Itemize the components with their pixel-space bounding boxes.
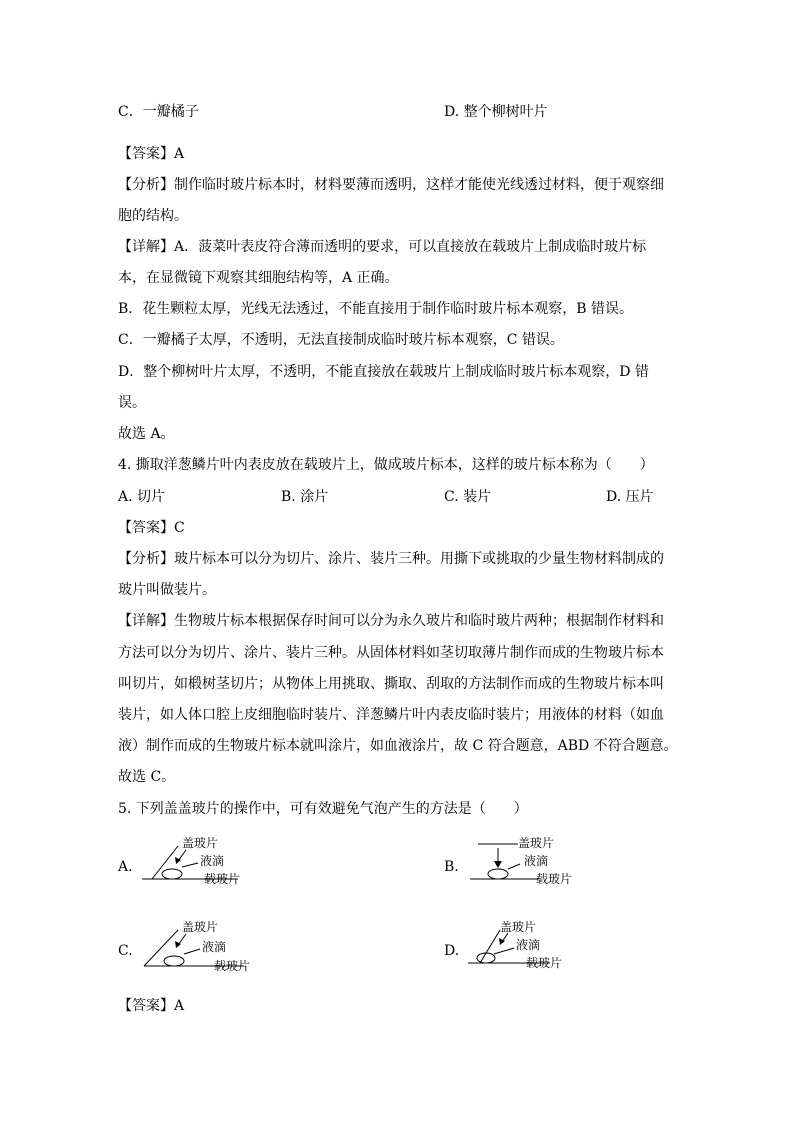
slide-label: 载玻片 [536, 872, 573, 886]
cover-slip-line [144, 930, 178, 966]
q3-option-d: D. 整个柳树叶片 [444, 104, 548, 120]
q4-choose: 故选 C。 [118, 769, 176, 785]
q4-option-c: C. 装片 [444, 489, 492, 505]
q4-analysis-line: 玻片叫做装片。 [118, 582, 216, 598]
q4-option-a: A. 切片 [118, 489, 166, 505]
drop-ellipse [477, 953, 495, 963]
q3-detail-line: 误。 [118, 395, 146, 411]
q3-detail-line: B．花生颗粒太厚，光线无法透过，不能直接用于制作临时玻片标本观察，B 错误。 [118, 301, 634, 317]
q4-detail-line: 叫切片，如椴树茎切片；从物体上用挑取、撕取、刮取的方法制作而成的生物玻片标本叫 [118, 676, 664, 692]
q5-option-a-label: A. [118, 859, 133, 875]
drop-ellipse [488, 869, 508, 879]
q5-option-d-label: D. [444, 943, 460, 959]
q4-option-d: D. 压片 [606, 489, 654, 505]
drop-label: 液滴 [200, 854, 225, 868]
drop-ellipse [164, 956, 184, 966]
q5-option-a-diagram [138, 834, 298, 894]
q3-detail-line: C．一瓣橘子太厚，不透明，无法直接制成临时玻片标本观察，C 错误。 [118, 332, 564, 348]
q4-detail-line: 【详解】生物玻片标本根据保存时间可以分为永久玻片和临时玻片两种；根据制作材料和 [118, 613, 664, 629]
q5-option-c-label: C. [118, 943, 133, 959]
q3-analysis-line: 【分析】制作临时玻片标本时，材料要薄而透明，这样才能使光线透过材料，便于观察细 [118, 177, 664, 193]
cover-slip-label: 盖玻片 [518, 836, 555, 850]
q3-choose: 故选 A。 [118, 426, 175, 442]
q5-option-b-diagram [462, 834, 622, 894]
drop-pointer [494, 948, 514, 954]
drop-label: 液滴 [202, 940, 227, 954]
arrow-head-icon [494, 861, 502, 868]
drop-pointer [182, 863, 198, 867]
drop-pointer [184, 949, 200, 954]
drop-ellipse [162, 869, 182, 879]
q3-analysis-line: 胞的结构。 [118, 208, 188, 224]
q5-question: 5. 下列盖盖玻片的操作中，可有效避免气泡产生的方法是（ ） [118, 801, 528, 817]
q3-detail-line: 本，在显微镜下观察其细胞结构等，A 正确。 [118, 270, 399, 286]
q4-answer: 【答案】C [118, 520, 185, 536]
cover-slip-label: 盖玻片 [182, 836, 219, 850]
q5-answer: 【答案】A [118, 998, 185, 1014]
q4-detail-line: 装片，如人体口腔上皮细胞临时装片、洋葱鳞片叶内表皮临时装片；用液体的材料（如血 [118, 707, 664, 723]
cover-slip-line [480, 930, 500, 963]
q5-option-d-diagram [464, 918, 624, 978]
q3-option-c: C．一瓣橘子 [118, 104, 199, 120]
q4-detail-line: 液）制作而成的生物玻片标本就叫涂片，如血液涂片，故 C 符合题意，ABD 不符合题意。 [118, 738, 678, 754]
cover-slip-label: 盖玻片 [500, 920, 537, 934]
cover-slip-label: 盖玻片 [182, 920, 219, 934]
q4-analysis-line: 【分析】玻片标本可以分为切片、涂片、装片三种。用撕下或挑取的少量生物材料制成的 [118, 551, 664, 567]
slide-label: 载玻片 [526, 956, 563, 970]
drop-pointer [508, 864, 520, 869]
q5-option-b-label: B. [444, 859, 459, 875]
q4-option-b: B. 涂片 [281, 489, 329, 505]
drop-label: 液滴 [516, 938, 541, 952]
q3-answer: 【答案】A [118, 146, 185, 162]
q4-question: 4. 撕取洋葱鳞片叶内表皮放在载玻片上，做成玻片标本，这样的玻片标本称为（ ） [118, 457, 654, 473]
q3-detail-line: 【详解】A．菠菜叶表皮符合薄而透明的要求，可以直接放在载玻片上制成临时玻片标 [118, 239, 647, 255]
q5-option-c-diagram [140, 918, 300, 978]
q3-detail-line: D．整个柳树叶片太厚，不透明，不能直接放在载玻片上制成临时玻片标本观察，D 错 [118, 364, 649, 380]
drop-label: 液滴 [524, 854, 549, 868]
slide-label: 载玻片 [204, 872, 241, 886]
q4-detail-line: 方法可以分为切片、涂片、装片三种。从固体材料如茎切取薄片制作而成的生物玻片标本 [118, 645, 664, 661]
slide-label: 载玻片 [214, 959, 251, 973]
cover-slip-line [152, 846, 178, 879]
